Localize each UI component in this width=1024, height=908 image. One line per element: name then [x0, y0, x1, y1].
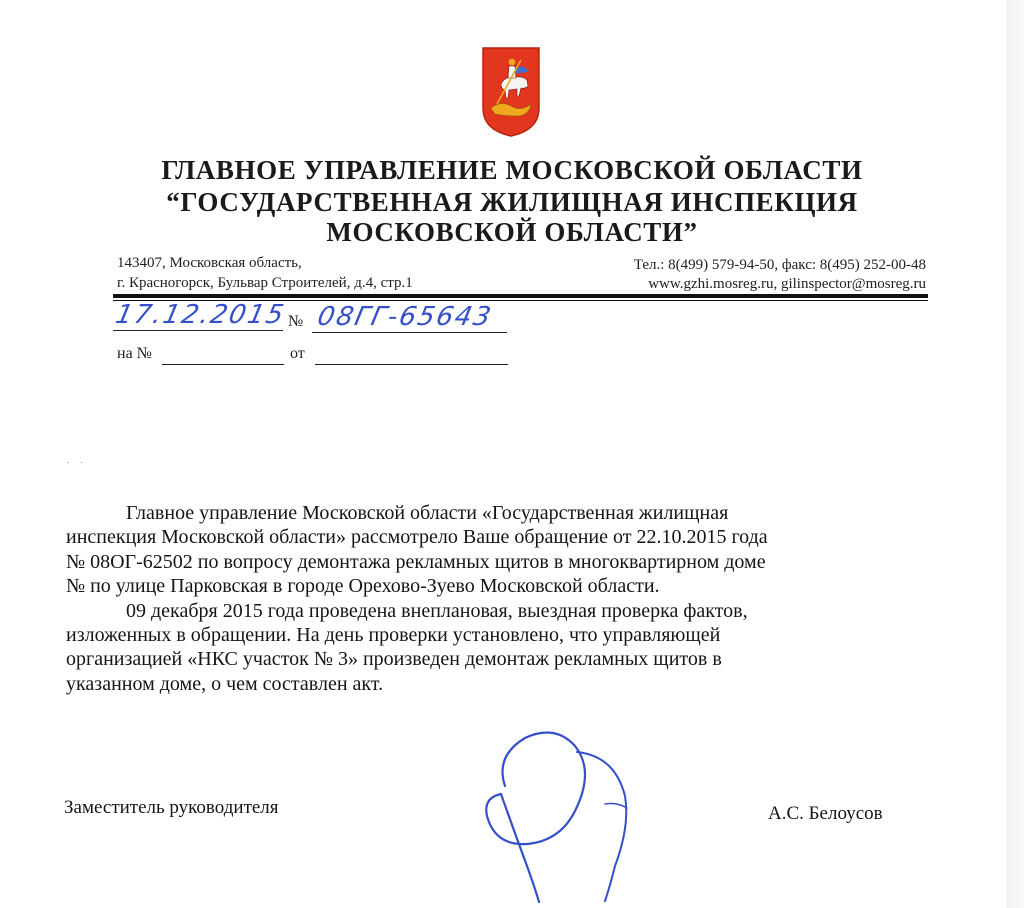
- paragraph-line: изложенных в обращении. На день проверки установлено, что управляющей: [66, 624, 721, 647]
- signer-position: Заместитель руководителя: [64, 797, 279, 818]
- paragraph-line: указанном доме, о чем составлен акт.: [66, 672, 384, 695]
- org-title-line2: “ГОСУДАРСТВЕННАЯ ЖИЛИЩНАЯ ИНСПЕКЦИЯ: [166, 187, 858, 217]
- org-title-line3: МОСКОВСКОЙ ОБЛАСТИ”: [326, 217, 698, 247]
- contacts-phone: Тел.: 8(499) 579-94-50, факс: 8(495) 252-00-48: [633, 257, 926, 273]
- paragraph-line: инспекция Московской области» рассмотрело Ваше обращение от 22.10.2015 года: [66, 526, 768, 549]
- from-blank: [315, 364, 508, 365]
- paragraph-line: Главное управление Московской области «Государственная жилищная: [126, 502, 729, 524]
- reply-to-label: на №: [117, 345, 152, 362]
- contacts-web: www.gzhi.mosreg.ru, gilinspector@mosreg.ru: [648, 276, 926, 292]
- header-rule-thick: [113, 294, 928, 298]
- reply-to-blank: [162, 364, 284, 365]
- address-line1: 143407, Московская область,: [117, 255, 302, 271]
- paragraph-line: 09 декабря 2015 года проведена внеплановая, выездная проверка фактов,: [126, 599, 748, 622]
- address-line2: г. Красногорск, Бульвар Строителей, д.4, стр.1: [117, 275, 413, 291]
- from-label: от: [290, 345, 305, 362]
- paragraph-line: № по улице Парковская в городе Орехово-Зуево Московской области.: [66, 575, 660, 598]
- letter-body: [66, 501, 946, 696]
- handwritten-date: 17.12.2015: [112, 300, 289, 330]
- org-title-line1: ГЛАВНОЕ УПРАВЛЕНИЕ МОСКОВСКОЙ ОБЛАСТИ: [161, 155, 863, 185]
- number-underline: [312, 332, 507, 333]
- scan-speck: · ·: [66, 458, 88, 469]
- handwritten-signature: [465, 716, 645, 906]
- date-underline: [113, 330, 283, 331]
- scan-page-edge: [1006, 0, 1024, 908]
- signer-name: А.С. Белоусов: [768, 803, 883, 824]
- handwritten-number: 08ГГ-65643: [314, 302, 496, 332]
- number-label: №: [288, 313, 304, 330]
- coat-of-arms-icon: [481, 46, 541, 138]
- paragraph-line: организацией «НКС участок № 3» произведен демонтаж рекламных щитов в: [66, 648, 722, 671]
- paragraph-line: № 08ОГ-62502 по вопросу демонтажа рекламных щитов в многоквартирном доме: [66, 550, 766, 573]
